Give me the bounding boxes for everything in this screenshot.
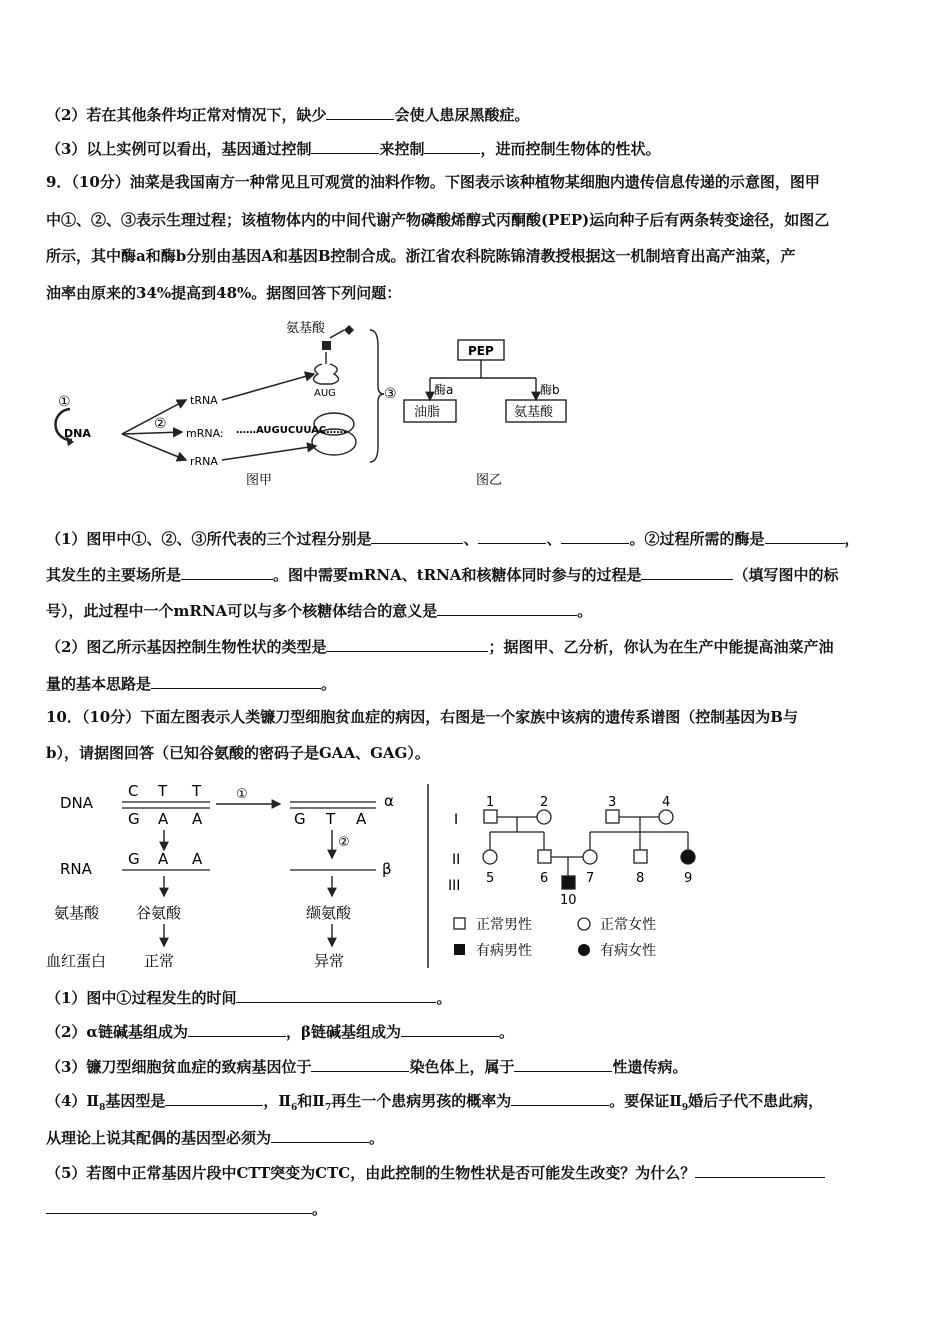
num-2: 2 bbox=[540, 795, 549, 810]
process3-label: ③ bbox=[384, 386, 397, 402]
figure-sickle-cell bbox=[44, 778, 704, 974]
amino-diamond bbox=[344, 325, 354, 335]
dna-bottom-1: G bbox=[128, 810, 140, 828]
q9-s1-line2 bbox=[46, 563, 838, 585]
to-rrna-arrow bbox=[122, 434, 186, 460]
answer-blank[interactable] bbox=[695, 1161, 825, 1178]
q10-s4-line1 bbox=[46, 1089, 823, 1118]
aug-label: AUG bbox=[314, 388, 336, 399]
caption-yi: 图乙 bbox=[476, 473, 503, 488]
num-4: 4 bbox=[662, 795, 671, 810]
answer-blank[interactable] bbox=[326, 635, 488, 652]
text: 染色体上，属于 bbox=[409, 1058, 515, 1076]
answer-blank[interactable] bbox=[641, 563, 733, 580]
glu-label: 谷氨酸 bbox=[136, 904, 182, 922]
answer-blank[interactable] bbox=[181, 563, 273, 580]
val-label: 缬氨酸 bbox=[306, 904, 352, 922]
q9-s1-line3 bbox=[46, 599, 592, 621]
q8-part2 bbox=[46, 103, 529, 125]
text: （2）若在其他条件均正常对情况下，缺少 bbox=[46, 106, 327, 124]
amino-label: 氨基酸 bbox=[286, 321, 326, 336]
dna-top-1: C bbox=[128, 782, 139, 800]
text: 基因型是 bbox=[105, 1092, 166, 1110]
q9-intro-1: 9．（10分）油菜是我国南方一种常见且可观赏的油料作物。下图表示该种植物某细胞内遗传信息传递的示意图，图甲 bbox=[46, 173, 820, 191]
rna-2: A bbox=[158, 850, 169, 868]
num-6: 6 bbox=[540, 871, 549, 886]
q10-s5-line2 bbox=[46, 1197, 327, 1219]
text: 从理论上说其配偶的基因型必须为 bbox=[46, 1129, 272, 1147]
text: 。 bbox=[312, 1200, 328, 1218]
answer-blank[interactable] bbox=[165, 1089, 263, 1106]
subscript: 7 bbox=[324, 1103, 332, 1113]
individual-II5 bbox=[483, 850, 497, 864]
q9-s2-line1 bbox=[46, 635, 833, 657]
text: 其发生的主要场所是 bbox=[46, 566, 182, 584]
text: 号），此过程中一个mRNA可以与多个核糖体结合的意义是 bbox=[46, 602, 438, 620]
subscript: 9 bbox=[681, 1103, 689, 1113]
answer-blank[interactable] bbox=[401, 1020, 499, 1037]
num-1: 1 bbox=[486, 795, 495, 810]
gen-II: II bbox=[452, 852, 461, 868]
text: ，β链碱基组成为 bbox=[285, 1023, 401, 1041]
text: 、 bbox=[463, 530, 479, 548]
amino-square bbox=[322, 341, 331, 350]
process1-label: ① bbox=[58, 394, 71, 410]
figure-jia-yi bbox=[40, 316, 600, 496]
num-9: 9 bbox=[684, 871, 693, 886]
text: （1）图甲中①、②、③所代表的三个过程分别是 bbox=[46, 530, 372, 548]
process2-label: ② bbox=[154, 416, 167, 432]
text: ，Ⅱ bbox=[263, 1092, 292, 1110]
num-8: 8 bbox=[636, 871, 645, 886]
q9-intro-3: 所示，其中酶a和酶b分别由基因A和基因B控制合成。浙江省农科院陈锦清教授根据这一机制培育出高产油菜，产 bbox=[46, 247, 796, 265]
q10-s3 bbox=[46, 1055, 687, 1077]
alpha-label: α bbox=[384, 792, 394, 810]
legend-affected-female-icon bbox=[578, 944, 590, 956]
text: 再生一个患病男孩的概率为 bbox=[331, 1092, 512, 1110]
q10-s2 bbox=[46, 1020, 514, 1042]
text: 来控制 bbox=[379, 140, 425, 158]
dna-top-3: T bbox=[192, 782, 202, 800]
text: 、 bbox=[546, 530, 562, 548]
q10-intro-1: 10．（10分）下面左图表示人类镰刀型细胞贫血症的病因，右图是一个家族中该病的遗传系谱图（控制基因为B与 bbox=[46, 708, 798, 726]
answer-blank[interactable] bbox=[514, 1055, 612, 1072]
mut-1: G bbox=[294, 810, 306, 828]
abnormal-label: 异常 bbox=[314, 952, 345, 970]
text: 。 bbox=[369, 1129, 385, 1147]
answer-blank[interactable] bbox=[311, 1055, 409, 1072]
rrna-to-ribosome-arrow bbox=[222, 446, 316, 460]
text: （3）镰刀型细胞贫血症的致病基因位于 bbox=[46, 1058, 312, 1076]
subscript: 6 bbox=[291, 1103, 298, 1113]
caption-jia: 图甲 bbox=[246, 473, 273, 488]
individual-II9 bbox=[681, 850, 695, 864]
text: 。图中需要mRNA、tRNA和核糖体同时参与的过程是 bbox=[273, 566, 642, 584]
dna-label: DNA bbox=[60, 794, 94, 812]
text: （3）以上实例可以看出，基因通过控制 bbox=[46, 140, 312, 158]
answer-blank[interactable] bbox=[236, 986, 436, 1003]
text: 。②过程所需的酶是 bbox=[629, 530, 765, 548]
pep-label: PEP bbox=[468, 344, 494, 358]
text: ， bbox=[844, 530, 860, 548]
q10-intro-2: b），请据图回答（已知谷氨酸的密码子是GAA、GAG）。 bbox=[46, 744, 430, 762]
individual-I1 bbox=[484, 810, 497, 823]
q9-intro-4: 油率由原来的34%提高到48%。据图回答下列问题： bbox=[46, 284, 402, 302]
rna-1: G bbox=[128, 850, 140, 868]
trna-shape bbox=[313, 352, 338, 384]
mrna-label: mRNA: bbox=[186, 427, 224, 440]
text: 会使人患尿黑酸症。 bbox=[394, 106, 530, 124]
answer-blank[interactable] bbox=[188, 1020, 286, 1037]
text: （2）图乙所示基因控制生物性状的类型是 bbox=[46, 638, 327, 656]
individual-II6 bbox=[538, 850, 551, 863]
text: ，进而控制生物体的性状。 bbox=[480, 140, 661, 158]
individual-I4 bbox=[659, 810, 673, 824]
q8-part3 bbox=[46, 137, 660, 159]
legend-normal-female: 正常女性 bbox=[600, 917, 656, 933]
subscript: 8 bbox=[99, 1103, 106, 1113]
answer-blank[interactable] bbox=[271, 1126, 369, 1143]
rrna-label: rRNA bbox=[190, 455, 218, 468]
enzyme-b-label: 酶b bbox=[540, 383, 560, 397]
text: 。 bbox=[321, 675, 337, 693]
legend-normal-male: 正常男性 bbox=[476, 917, 532, 933]
amino-product-label: 氨基酸 bbox=[514, 405, 554, 420]
individual-I2 bbox=[537, 810, 551, 824]
process3-bracket bbox=[370, 330, 384, 462]
answer-blank[interactable] bbox=[561, 527, 629, 544]
dna-bottom-2: A bbox=[158, 810, 169, 828]
text: （2）α链碱基组成为 bbox=[46, 1023, 188, 1041]
text: 。 bbox=[577, 602, 593, 620]
q9-s1-line1 bbox=[46, 527, 860, 549]
oil-label: 油脂 bbox=[414, 405, 441, 420]
text: （5）若图中正常基因片段中CTT突变为CTC，由此控制的生物性状是否可能发生改变？为什么？ bbox=[46, 1164, 696, 1182]
text: 量的基本思路是 bbox=[46, 675, 152, 693]
answer-blank[interactable] bbox=[511, 1089, 609, 1106]
gen-I: I bbox=[454, 812, 459, 828]
num-10: 10 bbox=[560, 893, 577, 908]
text: （4）Ⅱ bbox=[46, 1092, 100, 1110]
q10-s1 bbox=[46, 986, 451, 1008]
individual-I3 bbox=[606, 810, 619, 823]
trna-label: tRNA bbox=[190, 394, 218, 407]
answer-blank[interactable] bbox=[151, 672, 321, 689]
answer-blank[interactable] bbox=[311, 137, 379, 154]
q9-s2-line2 bbox=[46, 672, 336, 694]
legend-affected-male-icon bbox=[454, 944, 465, 955]
text: （1）图中①过程发生的时间 bbox=[46, 989, 237, 1007]
text: 。要保证Ⅱ bbox=[609, 1092, 682, 1110]
text: 和Ⅱ bbox=[297, 1092, 325, 1110]
text: 性遗传病。 bbox=[612, 1058, 688, 1076]
num-3: 3 bbox=[608, 795, 617, 810]
individual-III10 bbox=[562, 876, 575, 889]
q9-intro-2: 中①、②、③表示生理过程；该植物体内的中间代谢产物磷酸烯醇式丙酮酸(PEP)运向种子后有两条转变途径，如图乙 bbox=[46, 211, 830, 229]
rna-label: RNA bbox=[60, 860, 92, 878]
legend-affected-male: 有病男性 bbox=[476, 943, 532, 959]
gen-III: III bbox=[448, 878, 461, 894]
rna-3: A bbox=[192, 850, 203, 868]
dna-label: DNA bbox=[64, 427, 91, 440]
q10-s5-line1 bbox=[46, 1161, 825, 1183]
individual-II7 bbox=[583, 850, 597, 864]
enzyme-a-label: 酶a bbox=[434, 383, 454, 397]
answer-blank[interactable] bbox=[478, 527, 546, 544]
mrna-sequence: ……AUGUCUUAC…… bbox=[236, 425, 347, 436]
mut-3: A bbox=[356, 810, 367, 828]
dna-top-2: T bbox=[158, 782, 168, 800]
legend-normal-male-icon bbox=[454, 918, 465, 929]
legend-affected-female: 有病女性 bbox=[600, 943, 656, 959]
process2-label: ② bbox=[338, 835, 350, 850]
beta-label: β bbox=[382, 860, 392, 878]
normal-label: 正常 bbox=[144, 952, 175, 970]
dna-bottom-3: A bbox=[192, 810, 203, 828]
individual-II8 bbox=[634, 850, 647, 863]
answer-blank[interactable] bbox=[424, 137, 480, 154]
process1-label: ① bbox=[236, 787, 248, 802]
answer-blank[interactable] bbox=[765, 527, 845, 544]
text: 婚后子代不患此病， bbox=[688, 1092, 824, 1110]
to-mrna-arrow bbox=[122, 432, 182, 434]
hb-label: 血红蛋白 bbox=[46, 952, 107, 970]
answer-blank[interactable] bbox=[326, 103, 394, 120]
legend-normal-female-icon bbox=[578, 918, 590, 930]
text: 。 bbox=[498, 1023, 514, 1041]
num-5: 5 bbox=[486, 871, 495, 886]
answer-blank[interactable] bbox=[371, 527, 463, 544]
mut-2: T bbox=[326, 810, 336, 828]
amino-label: 氨基酸 bbox=[54, 904, 100, 922]
num-7: 7 bbox=[586, 871, 595, 886]
answer-blank[interactable] bbox=[437, 599, 577, 616]
text: ；据图甲、乙分析，你认为在生产中能提高油菜产油 bbox=[488, 638, 834, 656]
answer-blank[interactable] bbox=[46, 1197, 312, 1214]
q10-s4-line2 bbox=[46, 1126, 384, 1148]
text: 。 bbox=[436, 989, 452, 1007]
amino-link bbox=[330, 330, 344, 338]
text: （填写图中的标 bbox=[733, 566, 839, 584]
trna-to-ribosome-arrow bbox=[222, 374, 314, 400]
